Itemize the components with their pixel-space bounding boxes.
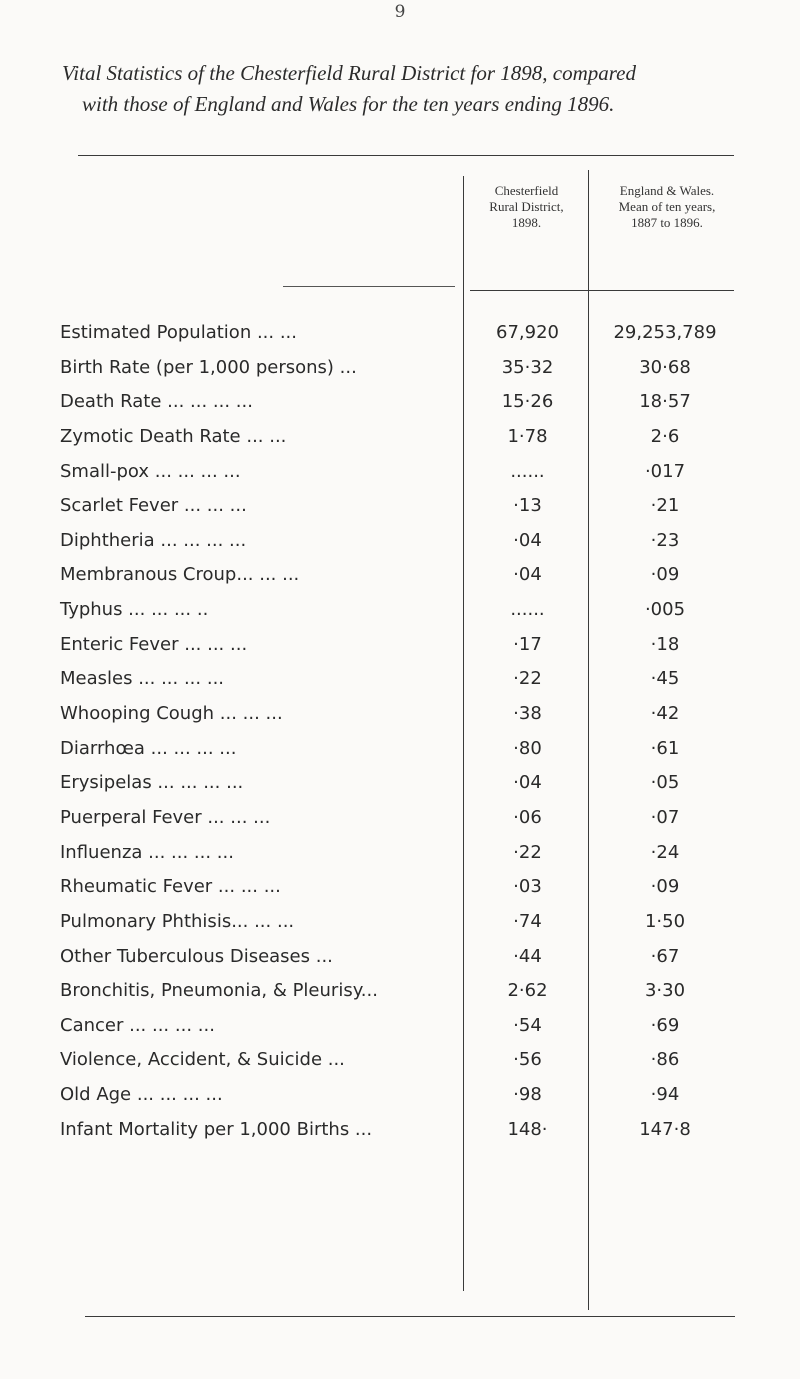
table-bottom-rule bbox=[85, 1316, 735, 1317]
column-header-line: England & Wales. bbox=[619, 183, 715, 198]
chesterfield-value: ·22 bbox=[513, 668, 542, 690]
title-line-1: Vital Statistics of the Chesterfield Rural District for 1898, compared bbox=[62, 61, 636, 85]
england-wales-value: 18·57 bbox=[639, 391, 691, 413]
row-label: Puerperal Fever ... ... ... bbox=[60, 806, 271, 828]
chesterfield-value: ·98 bbox=[513, 1084, 542, 1106]
england-wales-value: ·61 bbox=[650, 737, 680, 759]
england-wales-value: ·69 bbox=[650, 1014, 680, 1036]
table-row bbox=[0, 420, 800, 455]
england-wales-value: 2·6 bbox=[650, 425, 680, 447]
table-row bbox=[0, 316, 800, 351]
chesterfield-value: ·22 bbox=[513, 841, 542, 863]
england-wales-value: ·07 bbox=[650, 806, 680, 828]
row-label: Whooping Cough ... ... ... bbox=[60, 703, 283, 725]
england-wales-value: ·21 bbox=[650, 495, 680, 517]
chesterfield-value: 2·62 bbox=[507, 980, 548, 1002]
chesterfield-value: ·17 bbox=[513, 633, 542, 655]
column-header-line: Rural District, bbox=[489, 199, 564, 214]
column-header-line: 1898. bbox=[511, 215, 542, 230]
table-row bbox=[0, 489, 800, 524]
table-row bbox=[0, 697, 800, 732]
chesterfield-value: 148· bbox=[507, 1118, 548, 1140]
chesterfield-value: ·04 bbox=[513, 772, 542, 794]
table-row bbox=[0, 1043, 800, 1078]
table-row bbox=[0, 940, 800, 975]
chesterfield-value: ·03 bbox=[513, 876, 542, 898]
row-label: Erysipelas ... ... ... ... bbox=[60, 772, 244, 794]
row-label: Rheumatic Fever ... ... ... bbox=[60, 876, 281, 898]
england-wales-value: 3·30 bbox=[644, 980, 686, 1002]
page-title bbox=[62, 58, 782, 120]
chesterfield-value: ·38 bbox=[513, 703, 542, 725]
row-label: Enteric Fever ... ... ... bbox=[60, 633, 248, 655]
column-header-line: 1887 to 1896. bbox=[631, 215, 703, 230]
table-row bbox=[0, 455, 800, 490]
row-label: Membranous Croup... ... ... bbox=[60, 564, 300, 586]
row-label: Small-pox ... ... ... ... bbox=[60, 460, 241, 482]
row-label: Old Age ... ... ... ... bbox=[60, 1084, 223, 1106]
chesterfield-value: ·56 bbox=[513, 1049, 542, 1071]
table-row bbox=[0, 974, 800, 1009]
england-wales-value: ·24 bbox=[650, 841, 680, 863]
statistics-table-body bbox=[0, 316, 800, 1147]
row-label: Zymotic Death Rate ... ... bbox=[60, 425, 287, 447]
table-row bbox=[0, 766, 800, 801]
row-label: Other Tuberculous Diseases ... bbox=[60, 945, 333, 967]
table-top-rule bbox=[78, 155, 734, 156]
chesterfield-value: ·04 bbox=[513, 529, 542, 551]
table-row bbox=[0, 870, 800, 905]
chesterfield-value: 15·26 bbox=[501, 391, 554, 413]
chesterfield-value: ·74 bbox=[513, 910, 542, 932]
england-wales-value: ·23 bbox=[650, 529, 680, 551]
england-wales-value: ·05 bbox=[650, 772, 680, 794]
england-wales-value: ·005 bbox=[644, 599, 686, 621]
england-wales-value: ·94 bbox=[650, 1084, 680, 1106]
table-row bbox=[0, 1113, 800, 1148]
england-wales-value: ·45 bbox=[650, 668, 680, 690]
column-header-chesterfield bbox=[463, 183, 590, 231]
header-rule-left bbox=[283, 286, 455, 287]
row-label: Violence, Accident, & Suicide ... bbox=[60, 1049, 345, 1071]
table-row bbox=[0, 524, 800, 559]
table-row bbox=[0, 1078, 800, 1113]
row-label: Death Rate ... ... ... ... bbox=[60, 391, 253, 413]
england-wales-value: 1·50 bbox=[644, 910, 686, 932]
row-label: Cancer ... ... ... ... bbox=[60, 1014, 215, 1036]
column-header-england-wales bbox=[590, 183, 744, 231]
row-label: Measles ... ... ... ... bbox=[60, 668, 225, 690]
table-row bbox=[0, 1009, 800, 1044]
chesterfield-value: ...... bbox=[510, 599, 545, 621]
row-label: Bronchitis, Pneumonia, & Pleurisy... bbox=[60, 980, 378, 1002]
england-wales-value: ·017 bbox=[644, 460, 686, 482]
table-row bbox=[0, 905, 800, 940]
chesterfield-value: ·04 bbox=[513, 564, 542, 586]
chesterfield-value: 35·32 bbox=[501, 356, 554, 378]
england-wales-value: 30·68 bbox=[639, 356, 691, 378]
row-label: Diphtheria ... ... ... ... bbox=[60, 529, 247, 551]
england-wales-value: ·67 bbox=[650, 945, 680, 967]
table-row bbox=[0, 662, 800, 697]
table-row bbox=[0, 385, 800, 420]
table-row bbox=[0, 836, 800, 871]
row-label: Pulmonary Phthisis... ... ... bbox=[60, 910, 295, 932]
england-wales-value: ·09 bbox=[650, 876, 680, 898]
title-line-2: with those of England and Wales for the ten years ending 1896. bbox=[82, 92, 615, 116]
england-wales-value: 147·8 bbox=[639, 1118, 691, 1140]
page-number: 9 bbox=[394, 2, 406, 22]
row-label: Diarrhœa ... ... ... ... bbox=[60, 737, 237, 759]
england-wales-value: 29,253,789 bbox=[613, 322, 717, 343]
england-wales-value: ·86 bbox=[650, 1049, 680, 1071]
column-header-line: Chesterfield bbox=[494, 183, 559, 198]
table-row bbox=[0, 558, 800, 593]
chesterfield-value: 67,920 bbox=[496, 322, 559, 343]
row-label: Estimated Population ... ... bbox=[60, 322, 297, 343]
table-row bbox=[0, 593, 800, 628]
table-row bbox=[0, 628, 800, 663]
chesterfield-value: ...... bbox=[510, 460, 545, 482]
chesterfield-value: ·80 bbox=[513, 737, 542, 759]
row-label: Influenza ... ... ... ... bbox=[60, 841, 234, 863]
header-rule-right bbox=[470, 290, 734, 291]
table-row bbox=[0, 351, 800, 386]
england-wales-value: ·09 bbox=[650, 564, 680, 586]
england-wales-value: ·42 bbox=[650, 703, 680, 725]
row-label: Typhus ... ... ... .. bbox=[60, 599, 209, 621]
chesterfield-value: 1·78 bbox=[507, 425, 548, 447]
row-label: Infant Mortality per 1,000 Births ... bbox=[60, 1118, 373, 1140]
england-wales-value: ·18 bbox=[650, 633, 680, 655]
row-label: Birth Rate (per 1,000 persons) ... bbox=[60, 356, 357, 378]
chesterfield-value: ·13 bbox=[513, 495, 542, 517]
chesterfield-value: ·06 bbox=[513, 806, 542, 828]
chesterfield-value: ·54 bbox=[513, 1014, 542, 1036]
table-row bbox=[0, 801, 800, 836]
column-header-line: Mean of ten years, bbox=[618, 199, 716, 214]
row-label: Scarlet Fever ... ... ... bbox=[60, 495, 247, 517]
table-row bbox=[0, 732, 800, 767]
chesterfield-value: ·44 bbox=[513, 945, 542, 967]
